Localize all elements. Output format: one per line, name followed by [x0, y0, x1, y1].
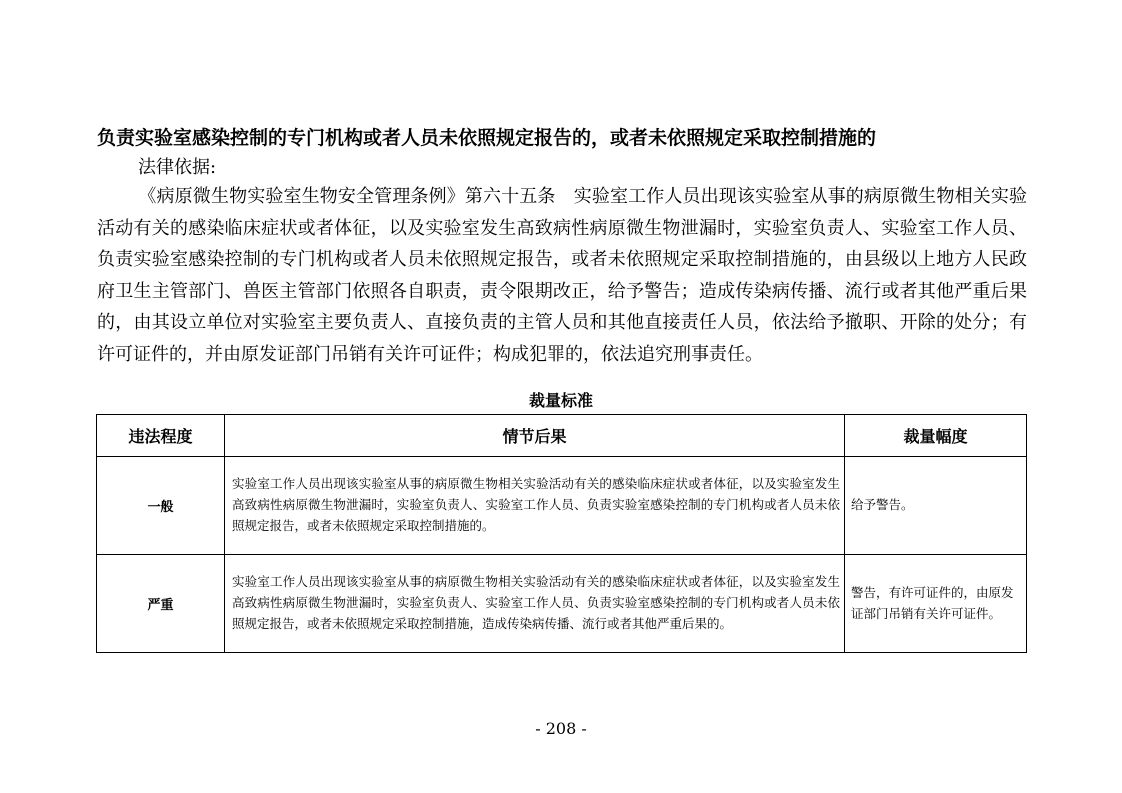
table-header-row: [97, 415, 1027, 457]
row-penalty: 警告，有许可证件的，由原发证部门吊销有关许可证件。: [845, 555, 1027, 653]
row-penalty: 给予警告。: [845, 457, 1027, 555]
table-row: [97, 555, 1027, 653]
row-level: 严重: [97, 555, 225, 653]
row-circumstance: 实验室工作人员出现该实验室从事的病原微生物相关实验活动有关的感染临床症状或者体征，以及实验室发生高致病性病原微生物泄漏时，实验室负责人、实验室工作人员、负责实验室感染控制的专门机构或者人员未依照规定报告，或者未依照规定采取控制措施的。: [225, 457, 845, 555]
header-circumstance: 情节后果: [225, 415, 845, 457]
discretion-standard-table: [96, 414, 1027, 653]
table-row: [97, 457, 1027, 555]
page-number: - 208 -: [535, 719, 587, 738]
section-heading: 负责实验室感染控制的专门机构或者人员未依照规定报告的，或者未依照规定采取控制措施的: [97, 127, 877, 149]
header-violation-level: 违法程度: [97, 415, 225, 457]
legal-basis-label: 法律依据:: [138, 157, 217, 178]
row-level: 一般: [97, 457, 225, 555]
row-circumstance: 实验室工作人员出现该实验室从事的病原微生物相关实验活动有关的感染临床症状或者体征，以及实验室发生高致病性病原微生物泄漏时，实验室负责人、实验室工作人员、负责实验室感染控制的专门机构或者人员未依照规定报告，或者未依照规定采取控制措施，造成传染病传播、流行或者其他严重后果的。: [225, 555, 845, 653]
header-penalty-range: 裁量幅度: [845, 415, 1027, 457]
legal-basis-text: 《病原微生物实验室生物安全管理条例》第六十五条 实验室工作人员出现该实验室从事的病原微生物相关实验活动有关的感染临床症状或者体征，以及实验室发生高致病性病原微生物泄漏时，实验室负责人、实验室工作人员、负责实验室感染控制的专门机构或者人员未依照规定报告，或者未依照规定采取控制措施的，由县级以上地方人民政府卫生主管部门、兽医主管部门依照各自职责，责令限期改正，给予警告；造成传染病传播、流行或者其他严重后果的，由其设立单位对实验室主要负责人、直接负责的主管人员和其他直接责任人员，依法给予撤职、开除的处分；有许可证件的，并由原发证部门吊销有关许可证件；构成犯罪的，依法追究刑事责任。: [97, 186, 1027, 365]
table-title: 裁量标准: [528, 391, 593, 410]
